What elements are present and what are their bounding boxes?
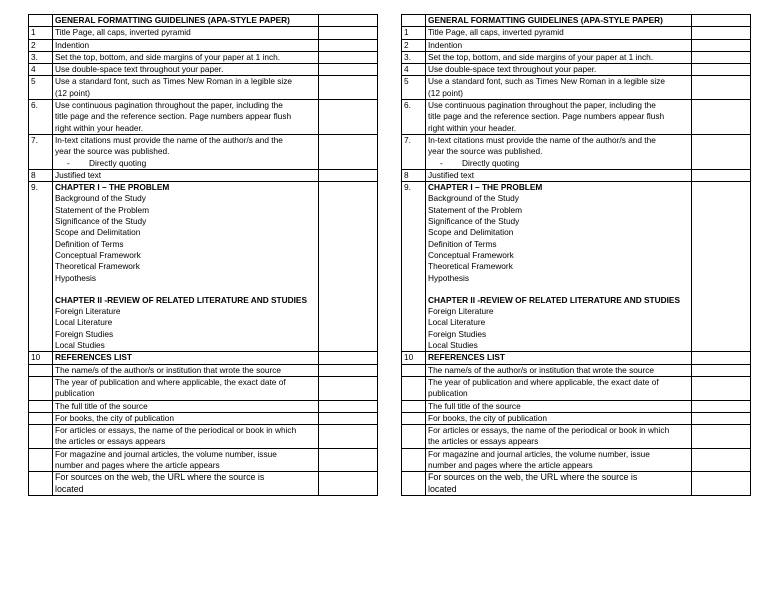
row-text <box>426 134 692 169</box>
reference-line: For articles or essays, the name of the periodical or book in which <box>428 425 670 436</box>
dash-bullet: - <box>440 157 443 168</box>
row-text-line: year the source was published. <box>428 146 543 157</box>
reference-line: publication <box>428 388 468 399</box>
row-text-line: Justified text <box>428 169 475 180</box>
reference-text <box>426 376 692 400</box>
row-text-line: year the source was published. <box>55 146 170 157</box>
blank-cell <box>692 27 751 39</box>
reference-line: For articles or essays, the name of the periodical or book in which <box>55 425 297 436</box>
reference-text <box>426 425 692 449</box>
blank-cell <box>319 400 378 412</box>
table-row <box>29 182 378 352</box>
blank-num-cell <box>29 400 53 412</box>
references-title: REFERENCES LIST <box>426 352 692 364</box>
row-text-line: Use a standard font, such as Times New Roman in a legible size <box>428 76 666 87</box>
row-text-line: In-text citations must provide the name of the author/s and the <box>55 134 283 145</box>
row-text-line: Indention <box>55 39 90 50</box>
chapter-item: Foreign Literature <box>55 306 121 317</box>
row-text-line: Set the top, bottom, and side margins of your paper at 1 inch. <box>55 51 281 62</box>
row-number: 10 <box>402 352 426 364</box>
chapter-item: Background of the Study <box>428 193 519 204</box>
reference-line: located <box>55 483 84 494</box>
row-text-line: title page and the reference section. Page numbers appear flush <box>55 111 292 122</box>
row-number: 4 <box>29 64 53 76</box>
reference-line: The year of publication and where applicable, the exact date of <box>55 376 286 387</box>
blank-cell <box>319 64 378 76</box>
row-text <box>53 100 319 135</box>
row-number: 6. <box>402 100 426 135</box>
table-header: GENERAL FORMATTING GUIDELINES (APA-STYLE PAPER) <box>426 15 692 27</box>
blank-cell <box>692 169 751 181</box>
reference-text <box>426 364 692 376</box>
row-text <box>426 39 692 51</box>
table-row <box>29 64 378 76</box>
chapter-item: Local Literature <box>55 317 113 328</box>
reference-text <box>53 364 319 376</box>
table-row <box>29 169 378 181</box>
reference-row <box>29 400 378 412</box>
table-row <box>29 39 378 51</box>
blank-num-cell <box>402 412 426 424</box>
blank-num-cell <box>402 376 426 400</box>
reference-row <box>402 364 751 376</box>
blank-cell <box>319 76 378 100</box>
chapter-item: Scope and Delimitation <box>55 227 141 238</box>
table-row <box>29 51 378 63</box>
reference-row <box>402 425 751 449</box>
table-row <box>402 169 751 181</box>
table-row <box>29 352 378 364</box>
blank-num-cell <box>29 376 53 400</box>
blank-cell <box>692 76 751 100</box>
blank-cell <box>692 376 751 400</box>
reference-line: the articles or essays appears <box>55 436 166 447</box>
row-text <box>426 182 692 352</box>
chapter-item: Statement of the Problem <box>55 204 150 215</box>
blank-num-cell <box>402 448 426 472</box>
table-row <box>402 100 751 135</box>
reference-line: The name/s of the author/s or institution that wrote the source <box>428 364 654 375</box>
row-number: 7. <box>29 134 53 169</box>
reference-line: The full title of the source <box>55 400 148 411</box>
row-text-line: Title Page, all caps, inverted pyramid <box>428 27 564 38</box>
row-number: 9. <box>402 182 426 352</box>
chapter-title: CHAPTER II -REVIEW OF RELATED LITERATURE AND STUDIES <box>428 294 680 305</box>
reference-row <box>402 400 751 412</box>
chapter-item: Statement of the Problem <box>428 204 523 215</box>
row-text-line: Set the top, bottom, and side margins of your paper at 1 inch. <box>428 51 654 62</box>
blank-cell <box>319 412 378 424</box>
table-row <box>402 182 751 352</box>
reference-text <box>53 412 319 424</box>
chapter-item: Local Literature <box>428 317 486 328</box>
reference-text <box>53 425 319 449</box>
reference-text <box>426 412 692 424</box>
reference-line: The year of publication and where applicable, the exact date of <box>428 376 659 387</box>
spacer <box>55 284 317 295</box>
table-row <box>29 27 378 39</box>
blank-cell <box>319 425 378 449</box>
reference-row <box>402 376 751 400</box>
blank-cell <box>692 412 751 424</box>
row-text <box>53 76 319 100</box>
chapter-item: Theoretical Framework <box>55 261 140 272</box>
dash-bullet: - <box>67 157 70 168</box>
row-number: 1 <box>29 27 53 39</box>
reference-text <box>53 400 319 412</box>
reference-line: The full title of the source <box>428 400 521 411</box>
table-header-row <box>402 15 751 27</box>
blank-num-cell <box>29 448 53 472</box>
reference-row <box>29 412 378 424</box>
reference-row <box>29 448 378 472</box>
row-number: 2 <box>402 39 426 51</box>
chapter-item: Foreign Literature <box>428 306 494 317</box>
blank-cell <box>319 376 378 400</box>
blank-cell <box>692 182 751 352</box>
row-text-line: Use continuous pagination throughout the paper, including the <box>55 100 283 111</box>
blank-cell <box>319 134 378 169</box>
table-row <box>29 134 378 169</box>
sub-item-text: Directly quoting <box>89 157 147 168</box>
reference-row <box>402 448 751 472</box>
chapter-title: CHAPTER II -REVIEW OF RELATED LITERATURE AND STUDIES <box>55 294 307 305</box>
blank-cell <box>319 27 378 39</box>
blank-cell <box>692 400 751 412</box>
table-row <box>402 27 751 39</box>
chapter-item: Significance of the Study <box>55 216 147 227</box>
header-blank-cell <box>692 15 751 27</box>
chapter-item: Hypothesis <box>55 272 97 283</box>
row-number: 2 <box>29 39 53 51</box>
chapter-title: CHAPTER I – THE PROBLEM <box>55 182 170 193</box>
reference-line: For sources on the web, the URL where the source is <box>428 472 638 483</box>
blank-cell <box>319 352 378 364</box>
reference-text <box>426 448 692 472</box>
blank-cell <box>319 169 378 181</box>
row-number: 1 <box>402 27 426 39</box>
row-number: 6. <box>29 100 53 135</box>
blank-cell <box>319 182 378 352</box>
row-text <box>53 27 319 39</box>
chapter-item: Theoretical Framework <box>428 261 513 272</box>
guidelines-table-right <box>401 14 751 496</box>
blank-cell <box>319 472 378 496</box>
row-text-line: In-text citations must provide the name of the author/s and the <box>428 134 656 145</box>
row-number: 3. <box>29 51 53 63</box>
row-number: 7. <box>402 134 426 169</box>
chapter-item: Definition of Terms <box>428 238 497 249</box>
table-row <box>402 76 751 100</box>
reference-row <box>29 425 378 449</box>
reference-line: located <box>428 483 457 494</box>
row-text <box>426 76 692 100</box>
row-number: 8 <box>402 169 426 181</box>
blank-cell <box>692 134 751 169</box>
reference-text <box>426 472 692 496</box>
row-text-line: Use double-space text throughout your paper. <box>428 64 597 75</box>
chapter-item: Foreign Studies <box>428 328 487 339</box>
row-text-line: right within your header. <box>55 122 144 133</box>
reference-line: For magazine and journal articles, the volume number, issue <box>55 448 277 459</box>
reference-line: number and pages where the article appears <box>428 459 593 470</box>
row-number: 5 <box>29 76 53 100</box>
table-header-row <box>29 15 378 27</box>
table-row <box>402 352 751 364</box>
table-header: GENERAL FORMATTING GUIDELINES (APA-STYLE PAPER) <box>53 15 319 27</box>
table-row <box>402 64 751 76</box>
chapter-item: Local Studies <box>55 340 105 351</box>
table-row <box>29 100 378 135</box>
chapter-item: Local Studies <box>428 340 478 351</box>
reference-line: For sources on the web, the URL where the source is <box>55 472 265 483</box>
header-num-cell <box>29 15 53 27</box>
row-text <box>53 64 319 76</box>
blank-cell <box>692 64 751 76</box>
row-text <box>53 169 319 181</box>
header-blank-cell <box>319 15 378 27</box>
chapter-item: Background of the Study <box>55 193 146 204</box>
reference-line: For magazine and journal articles, the volume number, issue <box>428 448 650 459</box>
table-row <box>402 39 751 51</box>
table-row <box>29 76 378 100</box>
blank-num-cell <box>402 425 426 449</box>
row-number: 4 <box>402 64 426 76</box>
reference-row <box>29 364 378 376</box>
blank-cell <box>692 364 751 376</box>
reference-line: For books, the city of publication <box>428 412 547 423</box>
reference-text <box>426 400 692 412</box>
guidelines-table-left <box>28 14 378 496</box>
row-number: 9. <box>29 182 53 352</box>
chapter-item: Significance of the Study <box>428 216 520 227</box>
blank-num-cell <box>402 400 426 412</box>
table-row <box>402 51 751 63</box>
row-text-line: Use double-space text throughout your paper. <box>55 64 224 75</box>
blank-cell <box>692 448 751 472</box>
table-row <box>402 134 751 169</box>
blank-cell <box>692 39 751 51</box>
row-text <box>426 100 692 135</box>
row-text <box>53 182 319 352</box>
blank-num-cell <box>402 472 426 496</box>
reference-row <box>29 472 378 496</box>
blank-cell <box>692 100 751 135</box>
spacer <box>428 284 690 295</box>
row-text <box>53 134 319 169</box>
chapter-item: Definition of Terms <box>55 238 124 249</box>
row-text-line: Indention <box>428 39 463 50</box>
row-text-line: Title Page, all caps, inverted pyramid <box>55 27 191 38</box>
blank-num-cell <box>29 412 53 424</box>
blank-cell <box>692 51 751 63</box>
blank-cell <box>319 364 378 376</box>
references-title: REFERENCES LIST <box>53 352 319 364</box>
reference-line: For books, the city of publication <box>55 412 174 423</box>
blank-cell <box>319 100 378 135</box>
sub-item-text: Directly quoting <box>462 157 520 168</box>
reference-text <box>53 472 319 496</box>
chapter-item: Conceptual Framework <box>428 249 514 260</box>
row-text-line: right within your header. <box>428 122 517 133</box>
blank-cell <box>319 51 378 63</box>
row-text <box>53 39 319 51</box>
blank-cell <box>692 425 751 449</box>
sub-item <box>428 158 690 169</box>
chapter-item: Foreign Studies <box>55 328 114 339</box>
row-text-line: (12 point) <box>428 87 464 98</box>
blank-num-cell <box>29 425 53 449</box>
row-text <box>53 51 319 63</box>
reference-row <box>29 376 378 400</box>
row-text-line: (12 point) <box>55 87 91 98</box>
row-text <box>426 51 692 63</box>
blank-num-cell <box>402 364 426 376</box>
blank-cell <box>319 39 378 51</box>
blank-num-cell <box>29 364 53 376</box>
chapter-item: Hypothesis <box>428 272 470 283</box>
blank-num-cell <box>29 472 53 496</box>
row-text-line: Justified text <box>55 169 102 180</box>
blank-cell <box>319 448 378 472</box>
chapter-title: CHAPTER I – THE PROBLEM <box>428 182 543 193</box>
row-text-line: title page and the reference section. Page numbers appear flush <box>428 111 665 122</box>
sub-item <box>55 158 317 169</box>
reference-line: The name/s of the author/s or institution that wrote the source <box>55 364 281 375</box>
row-text-line: Use a standard font, such as Times New Roman in a legible size <box>55 76 293 87</box>
reference-line: number and pages where the article appears <box>55 459 220 470</box>
chapter-item: Scope and Delimitation <box>428 227 514 238</box>
row-text-line: Use continuous pagination throughout the paper, including the <box>428 100 656 111</box>
row-number: 3. <box>402 51 426 63</box>
reference-line: the articles or essays appears <box>428 436 539 447</box>
reference-row <box>402 472 751 496</box>
header-num-cell <box>402 15 426 27</box>
row-text <box>426 169 692 181</box>
blank-cell <box>692 472 751 496</box>
reference-row <box>402 412 751 424</box>
chapter-item: Conceptual Framework <box>55 249 141 260</box>
row-text <box>426 64 692 76</box>
reference-text <box>53 448 319 472</box>
row-number: 10 <box>29 352 53 364</box>
reference-text <box>53 376 319 400</box>
row-number: 8 <box>29 169 53 181</box>
row-number: 5 <box>402 76 426 100</box>
row-text <box>426 27 692 39</box>
blank-cell <box>692 352 751 364</box>
reference-line: publication <box>55 388 95 399</box>
